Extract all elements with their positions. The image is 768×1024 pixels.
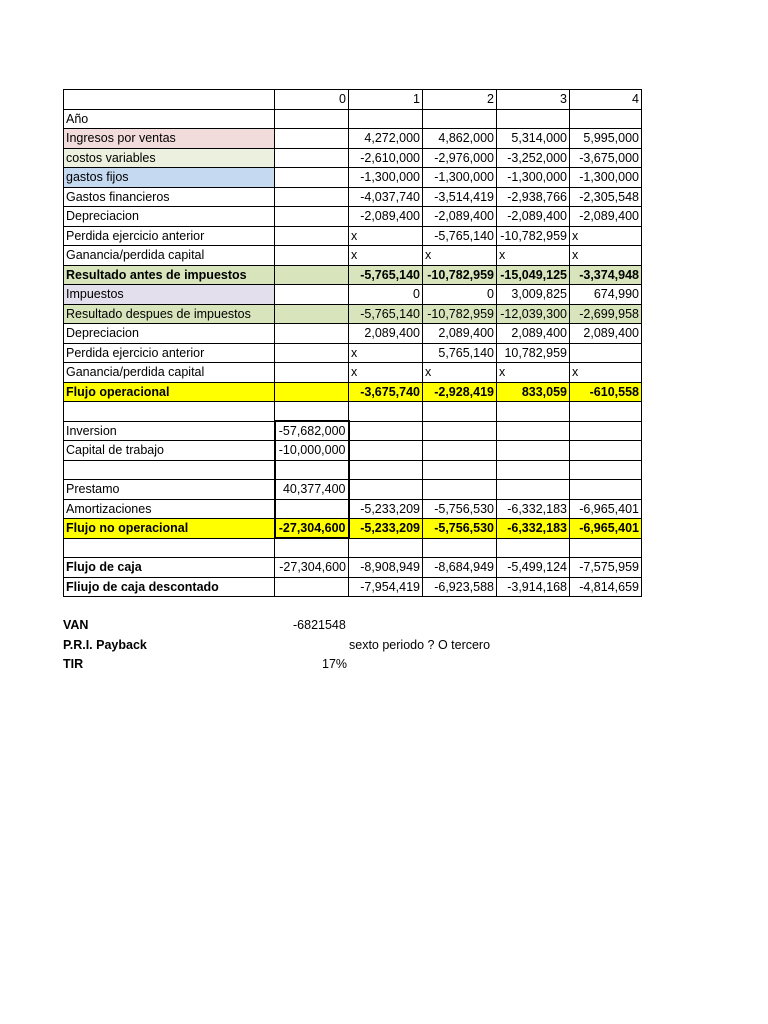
tir-label: TIR: [63, 657, 84, 671]
value-cell[interactable]: -8,908,949: [349, 558, 423, 578]
table-row: [64, 207, 642, 227]
row-label-cell[interactable]: Flujo no operacional: [64, 519, 275, 539]
value-cell[interactable]: -2,089,400: [497, 207, 570, 227]
van-label: VAN: [63, 618, 89, 632]
value-cell[interactable]: [497, 480, 570, 500]
value-cell[interactable]: 2,089,400: [423, 324, 497, 344]
value-cell[interactable]: [275, 226, 349, 246]
value-cell[interactable]: -57,682,000: [275, 421, 349, 441]
value-cell[interactable]: [275, 285, 349, 305]
value-cell[interactable]: x: [570, 246, 642, 266]
value-cell[interactable]: -8,684,949: [423, 558, 497, 578]
table-row: [64, 499, 642, 519]
table-row: [64, 460, 642, 480]
value-cell[interactable]: [423, 460, 497, 480]
row-label-cell[interactable]: Perdida ejercicio anterior: [64, 343, 275, 363]
value-cell[interactable]: -27,304,600: [275, 558, 349, 578]
value-cell[interactable]: 5,995,000: [570, 129, 642, 149]
value-cell[interactable]: -5,756,530: [423, 499, 497, 519]
value-cell[interactable]: -2,089,400: [423, 207, 497, 227]
value-cell[interactable]: [423, 538, 497, 558]
summary-section: [63, 616, 523, 675]
row-label-cell[interactable]: [64, 460, 275, 480]
value-cell[interactable]: -4,037,740: [349, 187, 423, 207]
value-cell[interactable]: -1,300,000: [570, 168, 642, 188]
table-row: [64, 324, 642, 344]
van-row: [63, 616, 523, 636]
value-cell[interactable]: -10,000,000: [275, 441, 349, 461]
value-cell[interactable]: -5,765,140: [349, 304, 423, 324]
value-cell[interactable]: -6,332,183: [497, 519, 570, 539]
table-row: [64, 382, 642, 402]
value-cell[interactable]: -6,332,183: [497, 499, 570, 519]
value-cell[interactable]: [275, 148, 349, 168]
value-cell[interactable]: 10,782,959: [497, 343, 570, 363]
table-row: [64, 538, 642, 558]
value-cell[interactable]: x: [349, 226, 423, 246]
value-cell[interactable]: [349, 480, 423, 500]
value-cell[interactable]: -3,675,000: [570, 148, 642, 168]
row-label-cell[interactable]: Resultado antes de impuestos: [64, 265, 275, 285]
table-row: [64, 148, 642, 168]
row-label-cell[interactable]: Flujo operacional: [64, 382, 275, 402]
row-label-cell[interactable]: [64, 538, 275, 558]
payback-label: P.R.I. Payback: [63, 637, 147, 652]
value-cell[interactable]: -4,814,659: [570, 577, 642, 597]
value-cell[interactable]: [570, 402, 642, 422]
value-cell[interactable]: [275, 207, 349, 227]
value-cell[interactable]: [349, 460, 423, 480]
value-cell[interactable]: [275, 460, 349, 480]
value-cell[interactable]: x: [570, 363, 642, 383]
value-cell[interactable]: [275, 304, 349, 324]
value-cell[interactable]: 2,089,400: [497, 324, 570, 344]
van-value: -6821548: [293, 618, 346, 632]
table-row: [64, 246, 642, 266]
value-cell[interactable]: -6,965,401: [570, 499, 642, 519]
table-row: [64, 285, 642, 305]
value-cell[interactable]: [497, 460, 570, 480]
value-cell[interactable]: x: [423, 363, 497, 383]
value-cell[interactable]: -6,965,401: [570, 519, 642, 539]
value-cell[interactable]: -27,304,600: [275, 519, 349, 539]
value-cell[interactable]: [275, 402, 349, 422]
value-cell[interactable]: -2,976,000: [423, 148, 497, 168]
value-cell[interactable]: x: [349, 343, 423, 363]
value-cell[interactable]: [570, 343, 642, 363]
value-cell[interactable]: 833,059: [497, 382, 570, 402]
value-cell[interactable]: -610,558: [570, 382, 642, 402]
row-label-cell[interactable]: Prestamo: [64, 480, 275, 500]
value-cell[interactable]: -15,049,125: [497, 265, 570, 285]
value-cell[interactable]: [349, 109, 423, 129]
cash-flow-table: [63, 89, 642, 597]
value-cell[interactable]: -5,765,140: [349, 265, 423, 285]
table-row: [64, 187, 642, 207]
value-cell[interactable]: 0: [423, 285, 497, 305]
value-cell[interactable]: 4,272,000: [349, 129, 423, 149]
value-cell[interactable]: [275, 382, 349, 402]
row-label-cell[interactable]: Ingresos por ventas: [64, 129, 275, 149]
row-label-cell[interactable]: Depreciacion: [64, 324, 275, 344]
value-cell[interactable]: [275, 129, 349, 149]
value-cell[interactable]: 3,009,825: [497, 285, 570, 305]
value-cell[interactable]: x: [497, 246, 570, 266]
value-cell[interactable]: 2,089,400: [570, 324, 642, 344]
value-cell[interactable]: [497, 538, 570, 558]
header-period-1[interactable]: 1: [349, 90, 423, 110]
header-label-cell[interactable]: [64, 90, 275, 110]
value-cell[interactable]: [275, 343, 349, 363]
value-cell[interactable]: -5,756,530: [423, 519, 497, 539]
value-cell[interactable]: [275, 538, 349, 558]
value-cell[interactable]: -1,300,000: [423, 168, 497, 188]
row-label-cell[interactable]: Perdida ejercicio anterior: [64, 226, 275, 246]
table-row: [64, 519, 642, 539]
value-cell[interactable]: [275, 168, 349, 188]
value-cell[interactable]: [275, 187, 349, 207]
table-row: [64, 168, 642, 188]
value-cell[interactable]: -10,782,959: [423, 304, 497, 324]
value-cell[interactable]: x: [349, 246, 423, 266]
value-cell[interactable]: [497, 402, 570, 422]
value-cell[interactable]: [570, 538, 642, 558]
table-row: [64, 265, 642, 285]
table-row: [64, 480, 642, 500]
value-cell[interactable]: x: [423, 246, 497, 266]
value-cell[interactable]: -2,089,400: [570, 207, 642, 227]
value-cell[interactable]: x: [349, 363, 423, 383]
value-cell[interactable]: [275, 109, 349, 129]
row-label-cell[interactable]: costos variables: [64, 148, 275, 168]
value-cell[interactable]: -3,514,419: [423, 187, 497, 207]
header-row: [64, 90, 642, 110]
row-label-cell[interactable]: Año: [64, 109, 275, 129]
value-cell[interactable]: -2,699,958: [570, 304, 642, 324]
row-label-cell[interactable]: Depreciacion: [64, 207, 275, 227]
value-cell[interactable]: [349, 421, 423, 441]
value-cell[interactable]: [275, 499, 349, 519]
value-cell[interactable]: -2,305,548: [570, 187, 642, 207]
value-cell[interactable]: [275, 363, 349, 383]
value-cell[interactable]: [570, 441, 642, 461]
value-cell[interactable]: -7,575,959: [570, 558, 642, 578]
value-cell[interactable]: [570, 421, 642, 441]
table-row: [64, 577, 642, 597]
row-label-cell[interactable]: [64, 402, 275, 422]
value-cell[interactable]: [275, 265, 349, 285]
tir-value: 17%: [322, 657, 348, 671]
value-cell[interactable]: [423, 109, 497, 129]
payback-value: sexto periodo ? O tercero: [349, 637, 491, 652]
value-cell[interactable]: -10,782,959: [423, 265, 497, 285]
value-cell[interactable]: [497, 421, 570, 441]
value-cell[interactable]: 5,765,140: [423, 343, 497, 363]
value-cell[interactable]: [349, 441, 423, 461]
table-row: [64, 441, 642, 461]
value-cell[interactable]: 674,990: [570, 285, 642, 305]
value-cell[interactable]: -1,300,000: [349, 168, 423, 188]
value-cell[interactable]: -5,765,140: [423, 226, 497, 246]
value-cell[interactable]: -10,782,959: [497, 226, 570, 246]
row-label-cell[interactable]: Amortizaciones: [64, 499, 275, 519]
value-cell[interactable]: [275, 324, 349, 344]
header-period-4[interactable]: 4: [570, 90, 642, 110]
row-label-cell[interactable]: Ganancia/perdida capital: [64, 246, 275, 266]
row-label-cell[interactable]: Resultado despues de impuestos: [64, 304, 275, 324]
value-cell[interactable]: [497, 109, 570, 129]
header-period-2[interactable]: 2: [423, 90, 497, 110]
value-cell[interactable]: -5,233,209: [349, 519, 423, 539]
value-cell[interactable]: 0: [349, 285, 423, 305]
value-cell[interactable]: [570, 109, 642, 129]
tir-row: [63, 655, 523, 675]
value-cell[interactable]: [275, 246, 349, 266]
table-row: [64, 558, 642, 578]
table-row: [64, 304, 642, 324]
value-cell[interactable]: -2,938,766: [497, 187, 570, 207]
value-cell[interactable]: -3,252,000: [497, 148, 570, 168]
value-cell[interactable]: -1,300,000: [497, 168, 570, 188]
header-period-0[interactable]: 0: [275, 90, 349, 110]
table-row: [64, 129, 642, 149]
row-label-cell[interactable]: Flujo de caja: [64, 558, 275, 578]
value-cell[interactable]: -2,089,400: [349, 207, 423, 227]
row-label-cell[interactable]: Impuestos: [64, 285, 275, 305]
table-row: [64, 363, 642, 383]
table-row: [64, 343, 642, 363]
row-label-cell[interactable]: Inversion: [64, 421, 275, 441]
value-cell[interactable]: -7,954,419: [349, 577, 423, 597]
value-cell[interactable]: [570, 480, 642, 500]
value-cell[interactable]: -2,928,419: [423, 382, 497, 402]
row-label-cell[interactable]: Ganancia/perdida capital: [64, 363, 275, 383]
value-cell[interactable]: -12,039,300: [497, 304, 570, 324]
row-label-cell[interactable]: Fliujo de caja descontado: [64, 577, 275, 597]
value-cell[interactable]: -5,233,209: [349, 499, 423, 519]
value-cell[interactable]: [497, 441, 570, 461]
payback-row: [63, 636, 523, 656]
table-row: [64, 226, 642, 246]
value-cell[interactable]: -3,914,168: [497, 577, 570, 597]
table-row: [64, 402, 642, 422]
value-cell[interactable]: -2,610,000: [349, 148, 423, 168]
value-cell[interactable]: [349, 402, 423, 422]
table-row: [64, 109, 642, 129]
value-cell[interactable]: [423, 402, 497, 422]
value-cell[interactable]: x: [497, 363, 570, 383]
table-row: [64, 421, 642, 441]
header-period-3[interactable]: 3: [497, 90, 570, 110]
value-cell[interactable]: [570, 460, 642, 480]
value-cell[interactable]: 5,314,000: [497, 129, 570, 149]
value-cell[interactable]: [423, 441, 497, 461]
value-cell[interactable]: [423, 421, 497, 441]
value-cell[interactable]: -6,923,588: [423, 577, 497, 597]
value-cell[interactable]: x: [570, 226, 642, 246]
value-cell[interactable]: 4,862,000: [423, 129, 497, 149]
value-cell[interactable]: 2,089,400: [349, 324, 423, 344]
value-cell[interactable]: [349, 538, 423, 558]
row-label-cell[interactable]: gastos fijos: [64, 168, 275, 188]
value-cell[interactable]: -5,499,124: [497, 558, 570, 578]
value-cell[interactable]: [423, 480, 497, 500]
row-label-cell[interactable]: Capital de trabajo: [64, 441, 275, 461]
value-cell[interactable]: [275, 577, 349, 597]
value-cell[interactable]: 40,377,400: [275, 480, 349, 500]
row-label-cell[interactable]: Gastos financieros: [64, 187, 275, 207]
value-cell[interactable]: -3,374,948: [570, 265, 642, 285]
value-cell[interactable]: -3,675,740: [349, 382, 423, 402]
